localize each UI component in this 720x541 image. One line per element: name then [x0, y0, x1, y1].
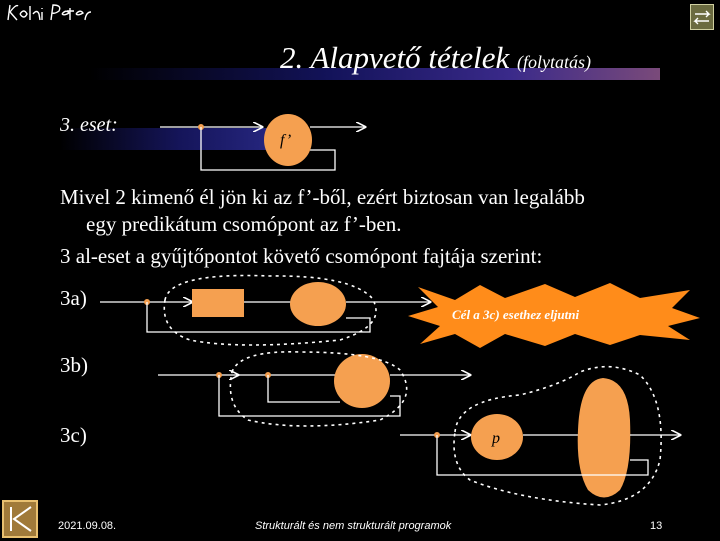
case-3b-node: [334, 354, 390, 408]
first-slide-icon[interactable]: [2, 500, 38, 538]
body-line-3: 3 al-eset a gyűjtőpontot követő csomópont fajtája szerint:: [60, 244, 543, 268]
slide-title-suffix: (folytatás): [517, 52, 591, 72]
case-3b-label: 3b): [60, 353, 88, 377]
case-3a-node: [290, 282, 346, 326]
body-line-2: egy predikátum csomópont az f’-ben.: [86, 212, 402, 236]
case-3c-label: 3c): [60, 423, 87, 447]
case-3b-diagram: [158, 352, 470, 426]
footer-title: Strukturált és nem strukturált programok: [255, 520, 452, 532]
case-3a-diagram: [100, 276, 430, 346]
case3-diagram: [160, 114, 365, 170]
case-3c-node: [578, 378, 631, 498]
svg-text:p: p: [492, 430, 500, 447]
body-line-1: Mivel 2 kimenő él jön ki az f’-ből, ezért biztosan van legalább: [60, 185, 585, 209]
callout-text: Cél a 3c) esethez eljutni: [452, 307, 580, 322]
footer-date: 2021.09.08.: [58, 520, 117, 532]
goal-callout: [408, 283, 700, 348]
page-number: 13: [650, 520, 663, 532]
case-3a-box: [192, 289, 244, 317]
case-3c-diagram: [400, 367, 680, 505]
case-3a-label: 3a): [60, 286, 87, 310]
case3-label: 3. eset:: [60, 114, 118, 136]
slide-title-text: 2. Alapvető tételek: [280, 40, 510, 75]
svg-text:f’: f’: [280, 132, 292, 149]
